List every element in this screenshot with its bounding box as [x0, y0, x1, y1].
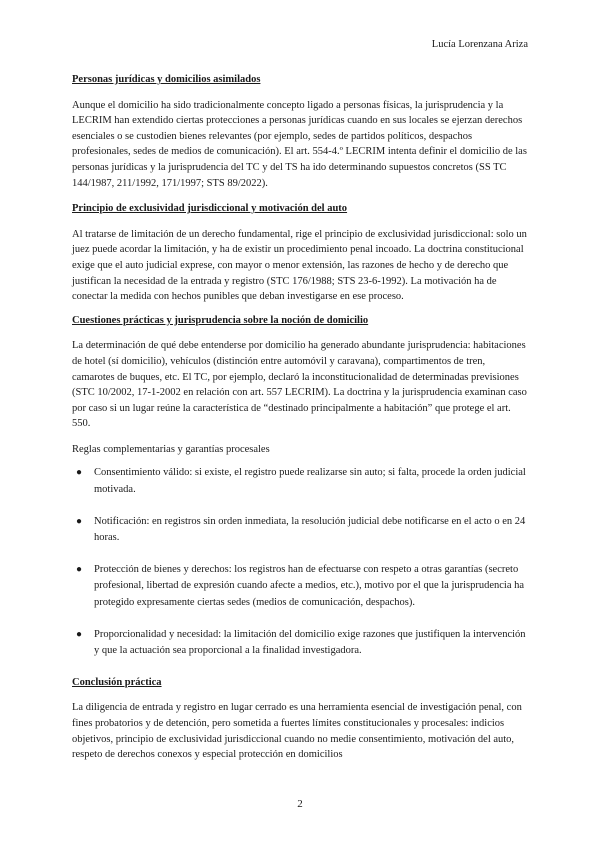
list-item-text: Proporcionalidad y necesidad: la limitación del domicilio exige razones que justifiquen la intervención y que la actuación sea proporcional a la finalidad investigadora.: [94, 628, 526, 657]
list-item-text: Notificación: en registros sin orden inmediata, la resolución judicial debe notificarse en el acto o en 24 horas.: [94, 515, 526, 544]
page-content: [72, 72, 529, 773]
section-heading-exclusividad: Principio de exclusividad jurisdiccional y motivación del auto: [72, 203, 348, 215]
section-heading-cuestiones-practicas: Cuestiones prácticas y jurisprudencia sobre la noción de domicilio: [72, 314, 369, 326]
section-paragraph-exclusividad: Al tratarse de limitación de un derecho fundamental, rige el principio de exclusividad jurisdiccional: solo un juez puede acordar la limitación, y ha de existir un procedimiento penal incoado. La doctrina constitucional exige que el auto judicial exprese, con mayor o menor extensión, las razones de hecho y de derecho que justifican la necesidad de la entrada y registro (STC 176/1988; STS 23-6-1992). La motivación ha de conectar la medida con hechos punibles que deban investigarse en ese proceso.: [72, 228, 527, 303]
section-paragraph-conclusion: La diligencia de entrada y registro en lugar cerrado es una herramienta esencial de investigación penal, con fines probatorios y de detención, pero sometida a fuertes límites constitucionales y procesales: indicios objetivos, principio de exclusividad jurisdiccional cuando no medie consentimiento, motivación del auto, respeto de derechos conexos y especial protección en domicilios: [72, 702, 522, 761]
bullet-icon: ●: [76, 467, 83, 479]
page-number: 2: [297, 798, 303, 810]
section-paragraph-cuestiones-practicas: La determinación de qué debe entenderse por domicilio ha generado abundante jurisprudencia: habitaciones de hotel (sí domicilio), vehículos (distinción entre automóvil y caravana), compartimentos de tren, camarotes de buques, etc. El TC, por ejemplo, declaró la inconstitucionalidad de determinadas previsiones (STC 10/2002, 17-1-2002 en relación con art. 557 LECRIM). La doctrina y la jurisprudencia examinan caso por caso si un lugar reúne la característica de “destinado principalmente a habitación” que protege el art. 550.: [72, 340, 527, 430]
bullet-icon: ●: [76, 563, 83, 575]
section-heading-personas-juridicas: Personas jurídicas y domicilios asimilados: [72, 74, 261, 85]
bullet-icon: ●: [76, 515, 83, 527]
rules-title: Reglas complementarias y garantías procesales: [72, 443, 270, 455]
section-paragraph-personas-juridicas: Aunque el domicilio ha sido tradicionalmente concepto ligado a personas físicas, la jurisprudencia y la LECRIM han extendido ciertas protecciones a personas jurídicas cuando en sus locales se ejerzan derechos esenciales o se custodien bienes relevantes (por ejemplo, sedes de partidos políticos, despachos profesionales, sedes de medios de comunicación). El art. 554-4.º LECRIM intenta definir el domicilio de las personas jurídicas y la jurisprudencia del TC y del TS ha ido determinando supuestos concretos (SS TC 144/1987, 211/1992, 171/1997; STS 89/2022).: [72, 99, 527, 189]
header-author: Lucía Lorenzana Ariza: [431, 39, 528, 50]
rules-list: [72, 465, 529, 659]
bullet-icon: ●: [76, 628, 83, 640]
list-item-text: Protección de bienes y derechos: los registros han de efectuarse con respeto a otras garantías (secreto profesional, libertad de expresión cuando afecte a medios, etc.), motivo por el que la jurisprudencia ha protegido expresamente ciertas sedes (medios de comunicación, despachos).: [94, 563, 525, 609]
list-item: [72, 562, 529, 612]
section-heading-conclusion: Conclusión práctica: [72, 676, 162, 688]
list-item: [72, 465, 529, 498]
list-item: [72, 627, 529, 660]
list-item-text: Consentimiento válido: si existe, el registro puede realizarse sin auto; si falta, procede la orden judicial motivada.: [94, 467, 526, 496]
list-item: [72, 514, 529, 547]
